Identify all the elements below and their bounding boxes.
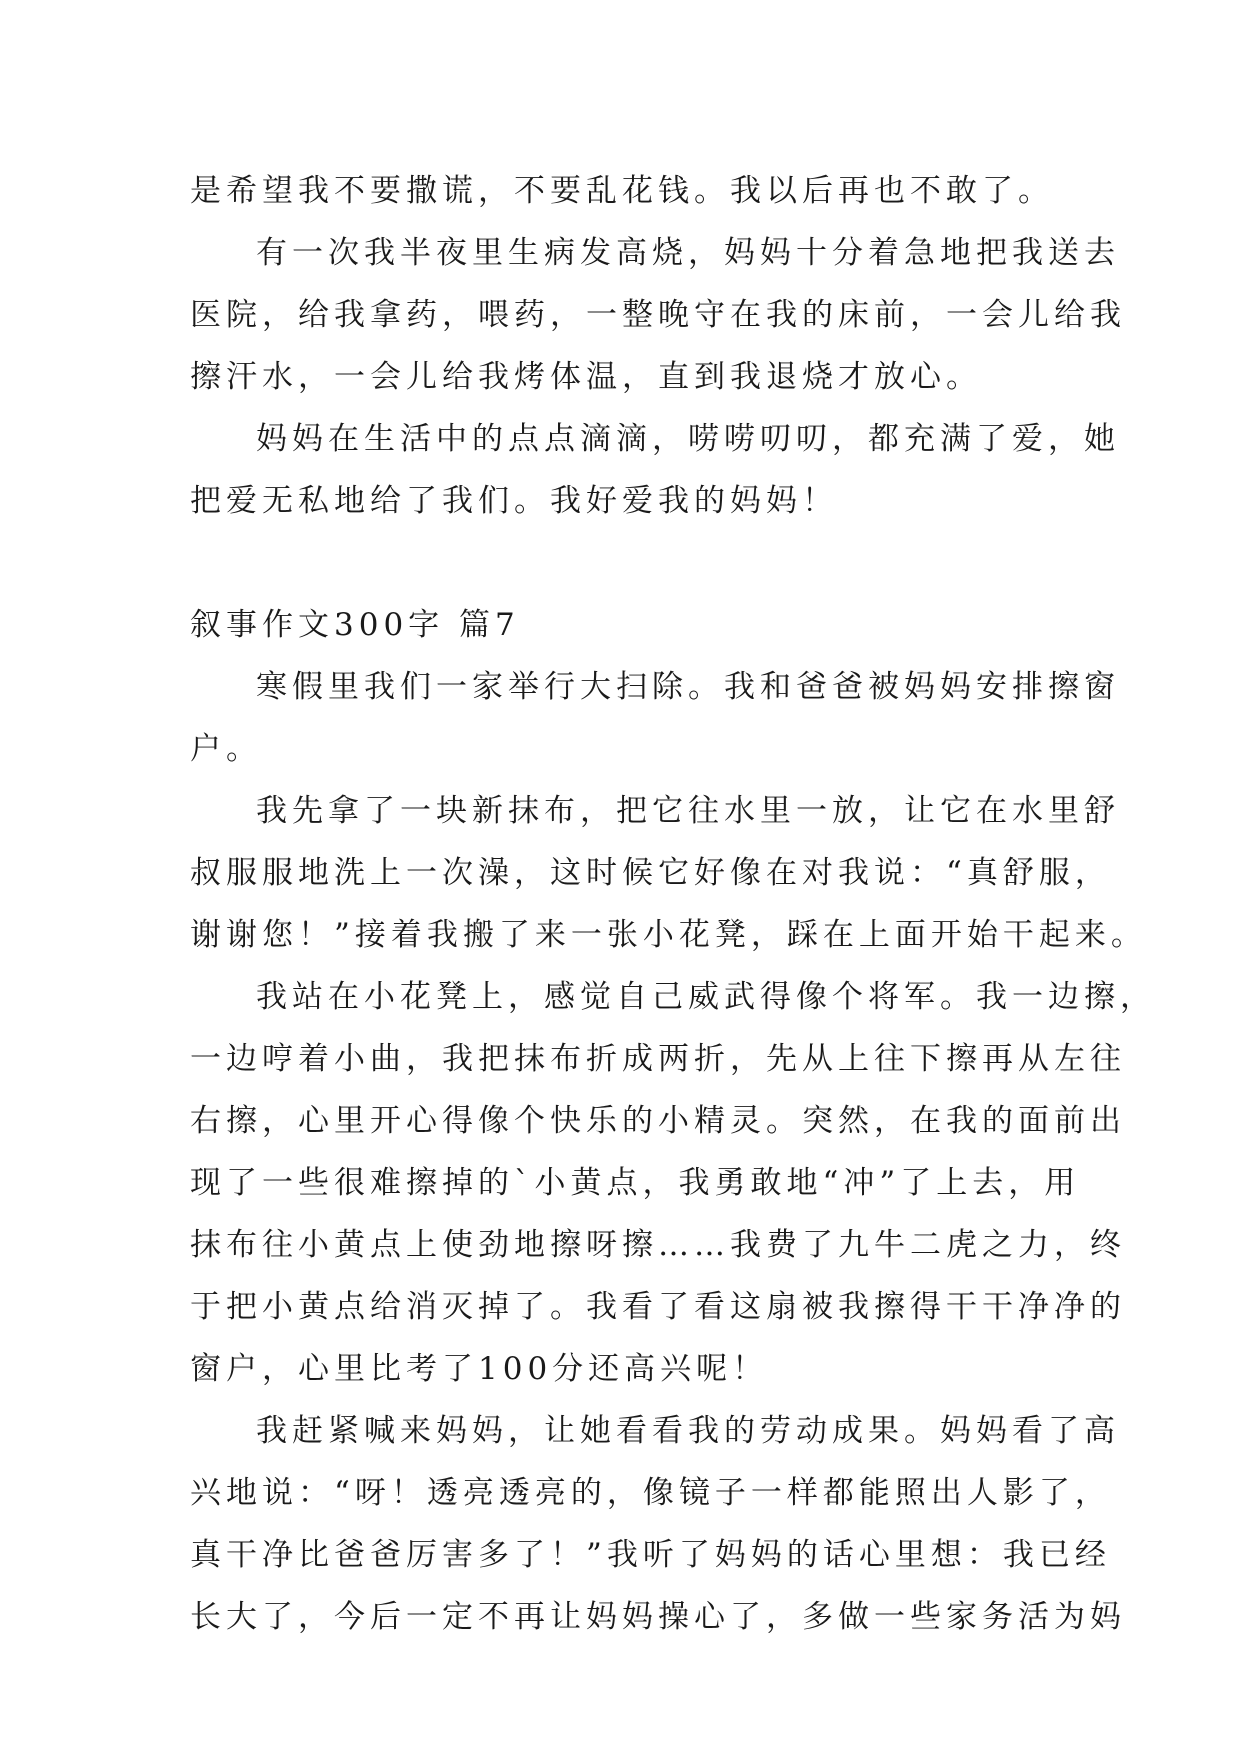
paragraph-line: 兴地说：“呀！透亮透亮的，像镜子一样都能照出人影了， [190,1475,1111,1511]
paragraph-line: 抹布往小黄点上使劲地擦呀擦……我费了九牛二虎之力，终 [190,1227,1126,1263]
paragraph-line: 医院，给我拿药，喂药，一整晚守在我的床前，一会儿给我 [190,297,1126,333]
paragraph-first-line: 我赶紧喊来妈妈，让她看看我的劳动成果。妈妈看了高 [256,1413,1120,1449]
paragraph-first-line: 有一次我半夜里生病发高烧，妈妈十分着急地把我送去 [256,235,1120,271]
paragraph-line: 于把小黄点给消灭掉了。我看了看这扇被我擦得干干净净的 [190,1289,1126,1325]
essay-section-7 [190,656,1156,1648]
paragraph-first-line: 我站在小花凳上，感觉自己威武得像个将军。我一边擦， [256,979,1156,1015]
section-gap [190,532,1060,594]
paragraph-line: 是希望我不要撒谎，不要乱花钱。我以后再也不敢了。 [190,173,1054,209]
paragraph-line: 户。 [190,731,262,767]
paragraph-first-line: 妈妈在生活中的点点滴滴，唠唠叨叨，都充满了爱，她 [256,421,1120,457]
paragraph-first-line: 我先拿了一块新抹布，把它往水里一放，让它在水里舒 [256,793,1120,829]
paragraph-line: 真干净比爸爸厉害多了！”我听了妈妈的话心里想：我已经 [190,1537,1111,1573]
essay-heading: 叙事作文300字 篇7 [190,607,520,643]
paragraph-line: 叔服服地洗上一次澡，这时候它好像在对我说：“真舒服， [190,855,1111,891]
paragraph-line: 长大了，今后一定不再让妈妈操心了，多做一些家务活为妈 [190,1599,1126,1635]
paragraph-line: 窗户，心里比考了100分还高兴呢！ [190,1351,769,1387]
essay-section-previous [190,160,1126,532]
document-page [190,160,1156,1648]
paragraph-line: 右擦，心里开心得像个快乐的小精灵。突然，在我的面前出 [190,1103,1126,1139]
paragraph-line: 一边哼着小曲，我把抹布折成两折，先从上往下擦再从左往 [190,1041,1126,1077]
paragraph-line: 现了一些很难擦掉的`小黄点，我勇敢地“冲”了上去，用 [190,1165,1081,1201]
paragraph-line: 谢谢您！”接着我搬了来一张小花凳，踩在上面开始干起来。 [190,917,1147,953]
paragraph-first-line: 寒假里我们一家举行大扫除。我和爸爸被妈妈安排擦窗 [256,669,1120,705]
paragraph-line: 把爱无私地给了我们。我好爱我的妈妈！ [190,483,838,519]
paragraph-line: 擦汗水，一会儿给我烤体温，直到我退烧才放心。 [190,359,982,395]
